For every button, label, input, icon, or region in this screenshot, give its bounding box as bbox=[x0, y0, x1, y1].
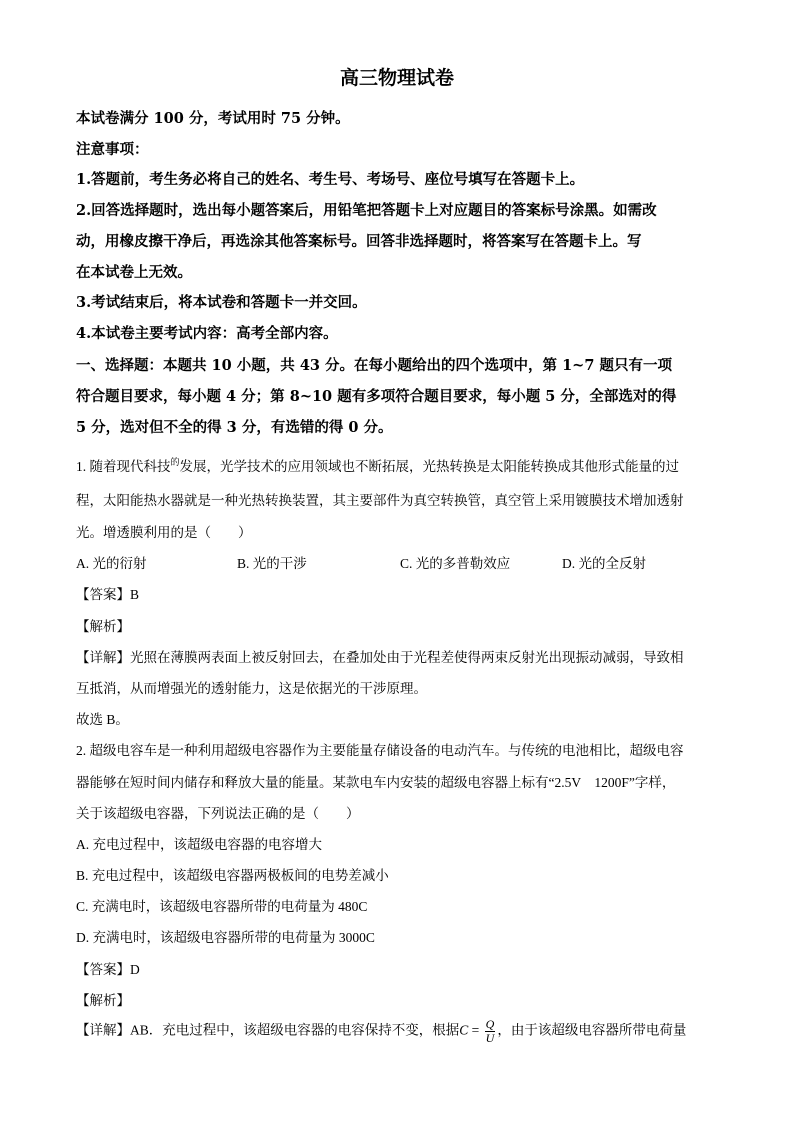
q1-stem-line-1-end: 发展，光学技术的应用领域也不断拓展，光热转换是太阳能转换成其他形式能量的过 bbox=[179, 459, 680, 474]
section-1-line-2: 符合题目要求，每小题 4 分；第 8~10 题有多项符合题目要求，每小题 5 分，全部选对的得 bbox=[76, 388, 677, 405]
notice-item-1: 1.答题前，考生务必将自己的姓名、考生号、考场号、座位号填写在答题卡上。 bbox=[76, 171, 585, 188]
capacitance-formula-fraction bbox=[485, 1018, 496, 1045]
page-title: 高三物理试卷 bbox=[339, 67, 454, 89]
q1-detail-line-2: 互抵消，从而增强光的透射能力，这是依据光的干涉原理。 bbox=[76, 681, 427, 696]
notice-item-2-line-3: 在本试卷上无效。 bbox=[76, 264, 192, 281]
q2-analysis-heading: 【解析】 bbox=[76, 993, 130, 1008]
q2-stem-line-2: 器能够在短时间内储存和释放大量的能量。某款电车内安装的超级电容器上标有“2.5V 1200F”字样， bbox=[76, 775, 676, 790]
q2-stem-line-3: 关于该超级电容器，下列说法正确的是（ ） bbox=[76, 806, 360, 821]
q2-detail-line-1 bbox=[76, 1018, 686, 1045]
q1-option-c: C. 光的多普勒效应 bbox=[400, 556, 511, 571]
q2-option-d: D. 充满电时，该超级电容器所带的电荷量为 3000C bbox=[76, 930, 375, 945]
notice-item-2-line-1: 2.回答选择题时，选出每小题答案后，用铅笔把答题卡上对应题目的答案标号涂黑。如需改 bbox=[76, 202, 657, 219]
formula-equals: = bbox=[468, 1022, 483, 1038]
q2-stem-line-1: 2. 超级电容车是一种利用超级电容器作为主要能量存储设备的电动汽车。与传统的电池相比，超级电容 bbox=[76, 743, 684, 758]
q2-option-c: C. 充满电时，该超级电容器所带的电荷量为 480C bbox=[76, 899, 368, 914]
q1-conclusion: 故选 B。 bbox=[76, 712, 129, 727]
q1-detail-line-1: 【详解】光照在薄膜两表面上被反射回去，在叠加处由于光程差使得两束反射光出现振动减弱，导致相 bbox=[76, 650, 684, 665]
q1-answer: 【答案】B bbox=[76, 587, 140, 602]
q1-stem-superscript: 的 bbox=[170, 457, 180, 467]
q1-analysis-heading: 【解析】 bbox=[76, 619, 130, 634]
section-1-line-1: 一、选择题：本题共 10 小题，共 43 分。在每小题给出的四个选项中，第 1~7 题只有一项 bbox=[76, 357, 672, 374]
q2-detail-end: ，由于该超级电容器所带电荷量 bbox=[497, 1022, 687, 1038]
formula-denominator: U bbox=[485, 1031, 495, 1045]
q1-stem-line-1-start: 1. 随着现代科技 bbox=[76, 459, 171, 474]
q1-option-d: D. 光的全反射 bbox=[562, 556, 646, 571]
q1-stem-line-2: 程，太阳能热水器就是一种光热转换装置，其主要部件为真空转换管，真空管上采用镀膜技术增加透射 bbox=[76, 493, 684, 508]
q1-stem-line-1 bbox=[76, 455, 679, 475]
score-time-note: 本试卷满分 100 分，考试用时 75 分钟。 bbox=[76, 110, 350, 127]
notice-item-3: 3.考试结束后，将本试卷和答题卡一并交回。 bbox=[76, 294, 367, 311]
q2-option-a: A. 充电过程中，该超级电容器的电容增大 bbox=[76, 837, 322, 852]
notice-heading: 注意事项： bbox=[76, 141, 149, 158]
notice-item-2-line-2: 动，用橡皮擦干净后，再选涂其他答案标号。回答非选择题时，将答案写在答题卡上。写 bbox=[76, 233, 642, 250]
q1-option-b: B. 光的干涉 bbox=[237, 556, 307, 571]
section-1-line-3: 5 分，选对但不全的得 3 分，有选错的得 0 分。 bbox=[76, 419, 393, 436]
notice-item-4: 4.本试卷主要考试内容：高考全部内容。 bbox=[76, 325, 338, 342]
formula-numerator: Q bbox=[485, 1017, 495, 1031]
q2-detail-start: 【详解】AB．充电过程中，该超级电容器的电容保持不变，根据 bbox=[76, 1022, 460, 1038]
formula-lhs: C bbox=[459, 1022, 469, 1038]
q2-answer: 【答案】D bbox=[76, 962, 140, 977]
q2-option-b: B. 充电过程中，该超级电容器两极板间的电势差减小 bbox=[76, 868, 389, 883]
q1-stem-line-3: 光。增透膜利用的是（ ） bbox=[76, 525, 252, 540]
q1-option-a: A. 光的衍射 bbox=[76, 556, 147, 571]
